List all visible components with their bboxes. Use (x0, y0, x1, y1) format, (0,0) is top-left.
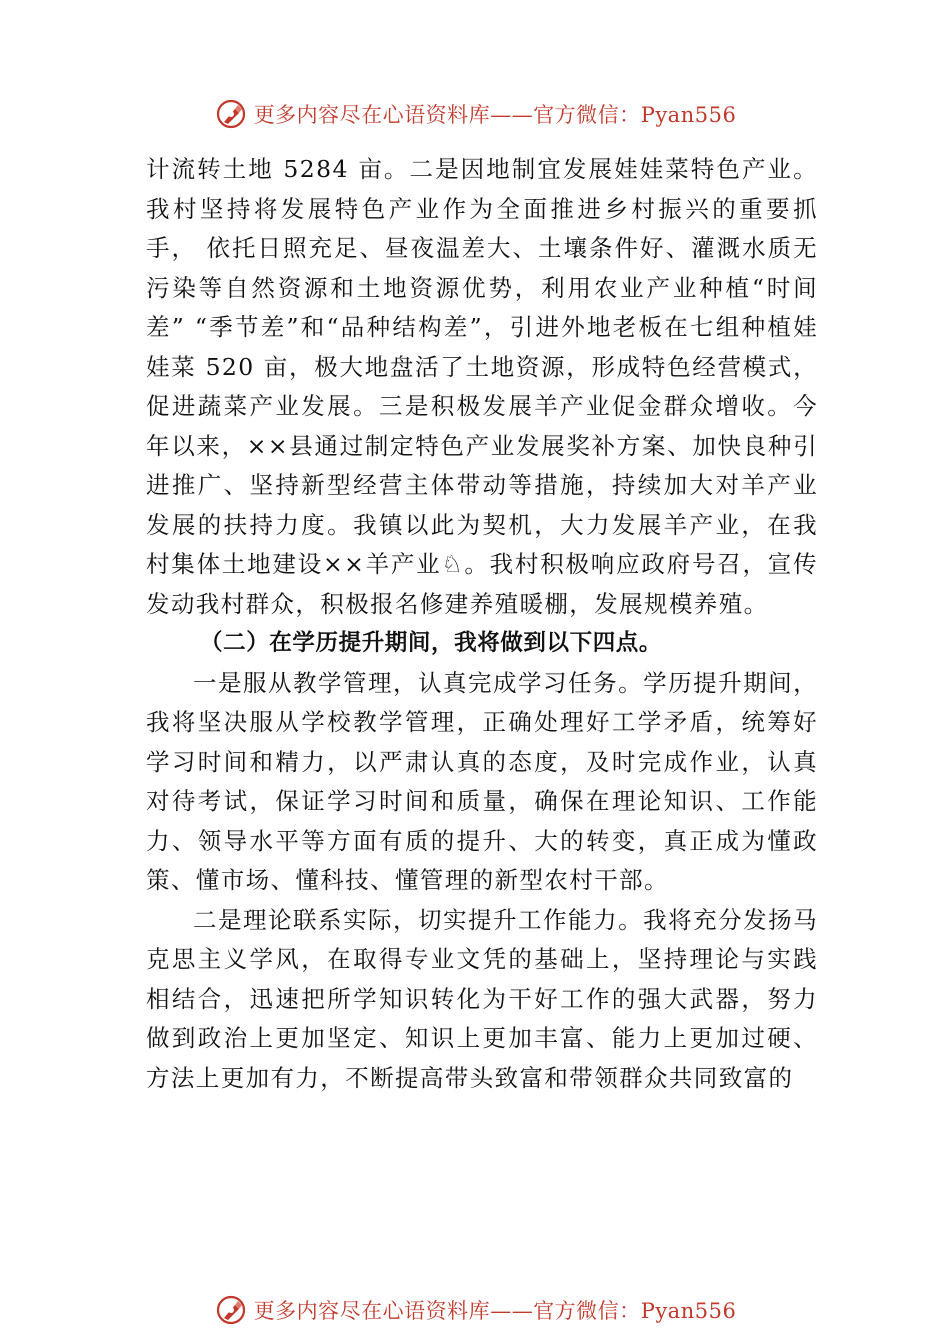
footer-banner-text (254, 1295, 737, 1325)
wechat-id: Pyan556 (640, 1299, 737, 1323)
banner-title: 更多内容尽在心语资料库 (253, 1299, 491, 1323)
wechat-label: 官方微信： (533, 103, 641, 127)
pen-nib-logo-icon (214, 97, 248, 131)
wechat-label: 官方微信： (533, 1299, 641, 1323)
banner-title: 更多内容尽在心语资料库 (253, 103, 491, 127)
paragraph-theory-practice: 二是理论联系实际，切实提升工作能力。我将充分发扬马克思主义学风，在取得专业文凭的基础上，坚持理论与实践相结合，迅速把所学知识转化为干好工作的强大武器，努力做到政治上更加坚定、知识上更加丰富、能力上更加过硬、方法上更加有力，不断提高带头致富和带领群众共同致富的 (146, 905, 818, 1092)
footer-banner (0, 1290, 950, 1330)
banner-separator: —— (490, 1299, 534, 1323)
banner-separator: —— (490, 103, 534, 127)
pen-nib-logo-icon (214, 1293, 248, 1327)
header-banner-text (254, 99, 737, 129)
paragraph-study-management: 一是服从教学管理，认真完成学习任务。学历提升期间，我将坚决服从学校教学管理，正确处理好工学矛盾，统筹好学习时间和精力，以严肃认真的态度，及时完成作业，认真对待考试，保证学习时间和质量，确保在理论知识、工作能力、领导水平等方面有质的提升、大的转变，真正成为懂政策、懂市场、懂科技、懂管理的新型农村干部。 (146, 668, 818, 894)
header-banner (0, 94, 950, 134)
document-body (146, 150, 818, 1098)
section-heading: （二）在学历提升期间，我将做到以下四点。 (200, 630, 663, 656)
wechat-id: Pyan556 (640, 103, 737, 127)
paragraph-continuation: 计流转土地 5284 亩。二是因地制宜发展娃娃菜特色产业。我村坚持将发展特色产业作为全面推进乡村振兴的重要抓手， 依托日照充足、昼夜温差大、土壤条件好、灌溉水质无污染等自然资源和土地资源优势，利用农业产业种植“时间差” “季节差”和“品种结构差”，引进外地老板在七组种植娃娃菜 520 亩，极大地盘活了土地资源，形成特色经营模式，促进蔬菜产业发展。三是积极发展羊产业促金群众增收。今年以来，××县通过制定特色产业发展奖补方案、加快良种引进推广、坚持新型经营主体带动等措施，持续加大对羊产业发展的扶持力度。我镇以此为契机，大力发展羊产业，在我村集体土地建设××羊产业♘。我村积极响应政府号召，宣传发动我村群众，积极报名修建养殖暖棚，发展规模养殖。 (146, 155, 818, 618)
